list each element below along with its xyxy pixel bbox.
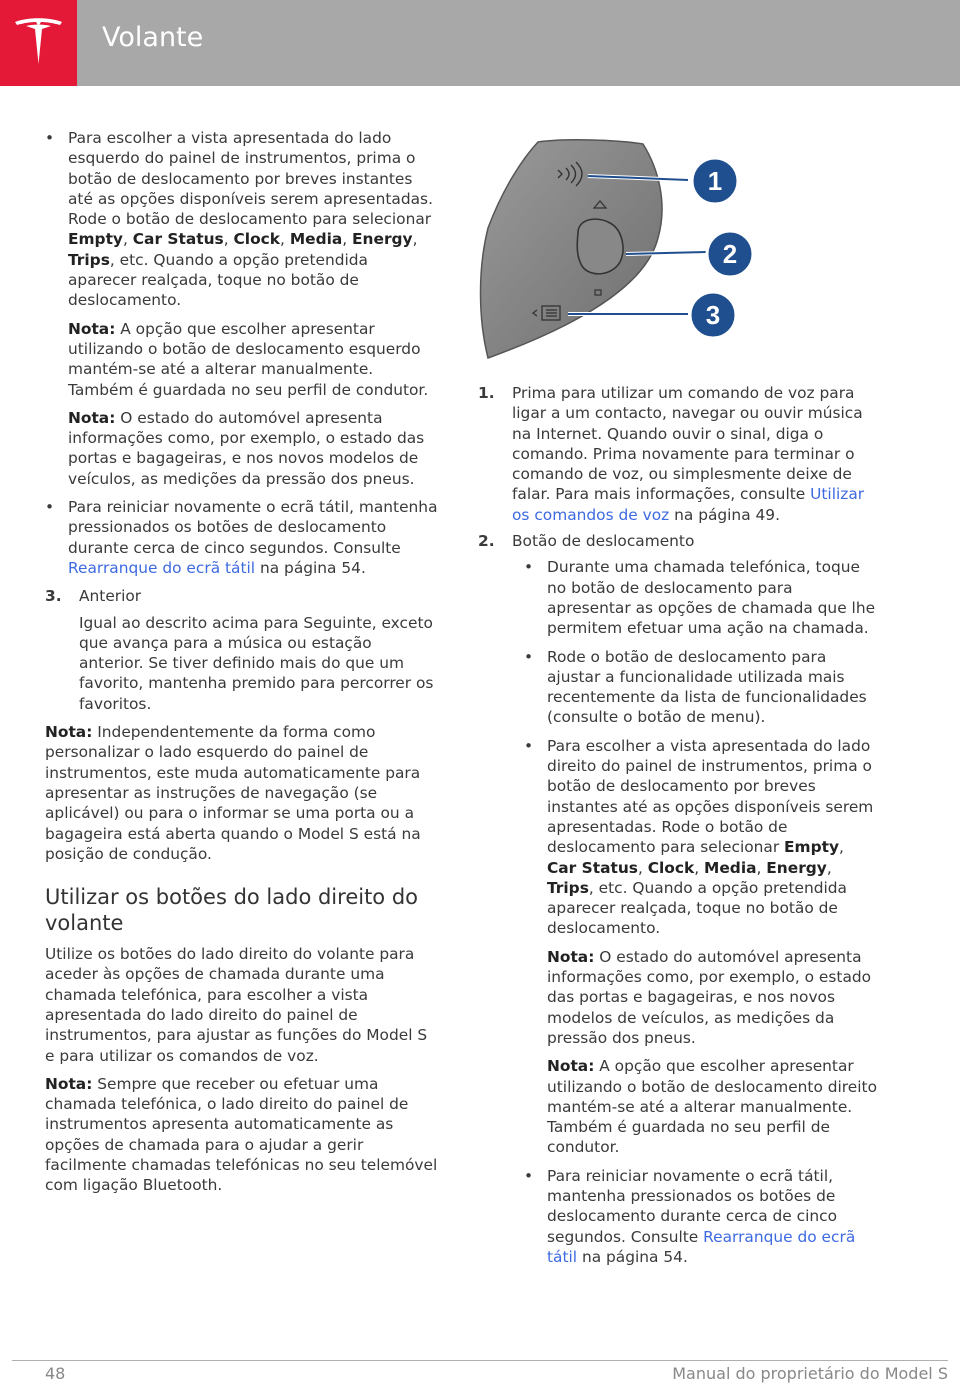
list-item: • Para reiniciar novamente o ecrã tátil, mantenha pressionados os botões de deslocamento durante cerca de cinco segundos. Consulte Rearranque do ecrã tátil na página 54. — [524, 1166, 878, 1267]
tesla-logo — [0, 0, 77, 86]
page-header — [0, 0, 960, 86]
note: Nota: O estado do automóvel apresenta informações como, por exemplo, o estado das portas e bagageiras, e nos novos modelos de veículos, as medições da pressão dos pneus. — [547, 947, 872, 1047]
svg-text:3: 3 — [705, 300, 721, 330]
numbered-item-2: 2. Botão de deslocamento — [478, 532, 695, 551]
link-comandos-voz[interactable]: Utilizar os comandos de voz — [512, 485, 865, 524]
list-item: • Para reiniciar novamente o ecrã tátil, mantenha pressionados os botões de deslocamento durante cerca de cinco segundos. Consulte Rearranque do ecrã tátil na página 54. — [45, 497, 440, 578]
footer-divider — [12, 1360, 948, 1361]
paragraph: Utilize os botões do lado direito do volante para aceder às opções de chamada durante uma chamada telefónica, para escolher a vista apresentada do lado direito do painel de instrumentos, para ajustar as funções do Model S e para utilizar os comandos de voz. — [45, 945, 428, 1065]
svg-text:1: 1 — [707, 166, 723, 196]
note: Nota: A opção que escolher apresentar utilizando o botão de deslocamento esquerdo mantém-se até a alterar manualmente. Também é guardada no seu perfil de condutor. — [68, 319, 429, 399]
link-rearranque[interactable]: Rearranque do ecrã tátil — [68, 558, 256, 577]
svg-text:2: 2 — [722, 239, 738, 269]
left-column — [45, 128, 440, 1204]
option-media: Media — [289, 230, 343, 249]
note: Nota: O estado do automóvel apresenta informações como, por exemplo, o estado das portas e bagageiras, e nos novos modelos de veículos, as medições da pressão dos pneus. — [68, 408, 425, 488]
list-item: • Para escolher a vista apresentada do lado direito do painel de instrumentos, prima o botão de deslocamento por breves instantes até as opções disponíveis serem apresentadas. Rode o botão de deslocamento para selecionar Empty, Car Status, Clock, Media, Energy, Trips, etc. Quando a opção pretendida aparecer realçada, toque no botão de deslocamento. — [524, 736, 878, 939]
scroll-button-icon — [577, 219, 623, 274]
list-item: • Rode o botão de deslocamento para ajustar a funcionalidade utilizada mais recentemente da lista de funcionalidades (consulte o botão de menu). — [524, 647, 878, 728]
list-item: • Para escolher a vista apresentada do lado esquerdo do painel de instrumentos, prima o botão de deslocamento por breves instantes até as opções disponíveis serem apresentadas. Rode o botão de deslocamento para selecionar Empty, Car Status, Clock, Media, Energy, Trips, etc. Quando a opção pretendida aparecer realçada, toque no botão de deslocamento. — [45, 128, 440, 311]
numbered-item-3: 3. Anterior — [45, 587, 142, 606]
page-number: 48 — [45, 1364, 66, 1383]
steering-wheel-right-buttons-figure — [478, 138, 778, 360]
page-title: Volante — [102, 22, 204, 53]
callout-3 — [690, 292, 736, 338]
section-heading: Utilizar os botões do lado direito do volante — [45, 885, 419, 936]
note: Nota: Independentemente da forma como personalizar o lado esquerdo do painel de instrumentos, este muda automaticamente para apresentar as instruções de navegação (se aplicável) ou para o informar se uma porta ou a bagageira está aberta quando o Model S está na posição de condução. — [45, 723, 421, 863]
option-energy: Energy — [352, 230, 413, 249]
option-empty: Empty — [68, 230, 123, 249]
sub-list — [478, 557, 878, 1267]
tesla-logo-icon — [11, 16, 66, 68]
note: Nota: Sempre que receber ou efetuar uma chamada telefónica, o lado direito do painel de instrumentos apresenta automaticamente as opções de chamada para o ajudar a gerir facilmente chamadas telefónicas no seu telemóvel com ligação Bluetooth. — [45, 1074, 438, 1195]
option-car-status: Car Status — [132, 230, 224, 249]
link-rearranque-right[interactable]: Rearranque do ecrã tátil — [547, 1227, 856, 1266]
manual-title: Manual do proprietário do Model S — [672, 1364, 948, 1383]
option-trips: Trips — [68, 250, 110, 269]
note: Nota: A opção que escolher apresentar utilizando o botão de deslocamento direito mantém-se até a alterar manualmente. Também é guardada no seu perfil de condutor. — [547, 1057, 877, 1157]
right-column — [478, 383, 878, 1275]
item-description: Igual ao descrito acima para Seguinte, exceto que avança para a música ou estação anterior. Se tiver definido mais do que um favorito, mantenha premido para percorrer os favoritos. — [79, 613, 434, 713]
option-clock: Clock — [233, 230, 281, 249]
callout-1 — [692, 158, 738, 204]
list-item: • Durante uma chamada telefónica, toque no botão de deslocamento para apresentar as opções de chamada que lhe permitem efetuar uma ação na chamada. — [524, 557, 878, 638]
numbered-item-1: 1. Prima para utilizar um comando de voz para ligar a um contacto, navegar ou ouvir música na Internet. Quando ouvir o sinal, diga o comando. Prima novamente para terminar o comando de voz, ou simplesmente deixe de falar. Para mais informações, consulte Utilizar os comandos de voz na página 49. — [478, 384, 865, 524]
callout-2 — [707, 231, 753, 277]
